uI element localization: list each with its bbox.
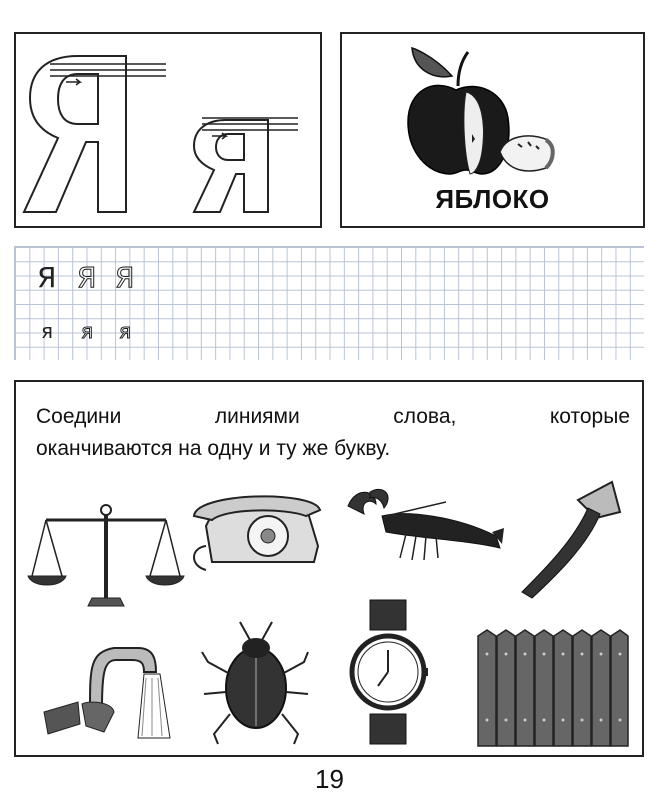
axe-picture[interactable] <box>514 480 624 600</box>
instruction-word: которые <box>549 405 630 428</box>
letter-ya-outline-illustration <box>16 34 320 226</box>
grid-lowercase-letter: я <box>41 319 54 343</box>
watch-picture[interactable] <box>350 598 430 746</box>
task-panel <box>14 380 644 757</box>
scales-picture[interactable] <box>28 498 184 614</box>
tap-picture[interactable] <box>34 628 174 742</box>
task-instruction <box>36 401 630 465</box>
beetle-picture[interactable] <box>200 618 310 748</box>
instruction-word: слова, <box>393 405 457 428</box>
fence-picture[interactable] <box>476 628 628 748</box>
instruction-word: линиями <box>214 405 300 428</box>
grid-uppercase-letter-dotted: Я <box>115 261 135 294</box>
letter-panel <box>14 32 322 228</box>
copybook-grid <box>14 246 644 360</box>
instruction-line-2: оканчиваются на одну и ту же букву. <box>36 437 391 460</box>
apple-panel <box>340 32 645 228</box>
grid-lowercase-letter-dotted: я <box>119 319 132 343</box>
page-number: 19 <box>315 764 344 794</box>
crayfish-picture[interactable] <box>346 486 506 576</box>
grid-lowercase-letter-dotted: я <box>81 319 94 343</box>
apple-word: ЯБЛОКО <box>435 184 550 214</box>
grid-uppercase-letter: Я <box>37 261 57 294</box>
apple-illustration <box>342 34 643 184</box>
instruction-word: Соедини <box>36 405 122 428</box>
telephone-picture[interactable] <box>186 486 326 576</box>
grid-uppercase-letter-dotted: Я <box>77 261 97 294</box>
